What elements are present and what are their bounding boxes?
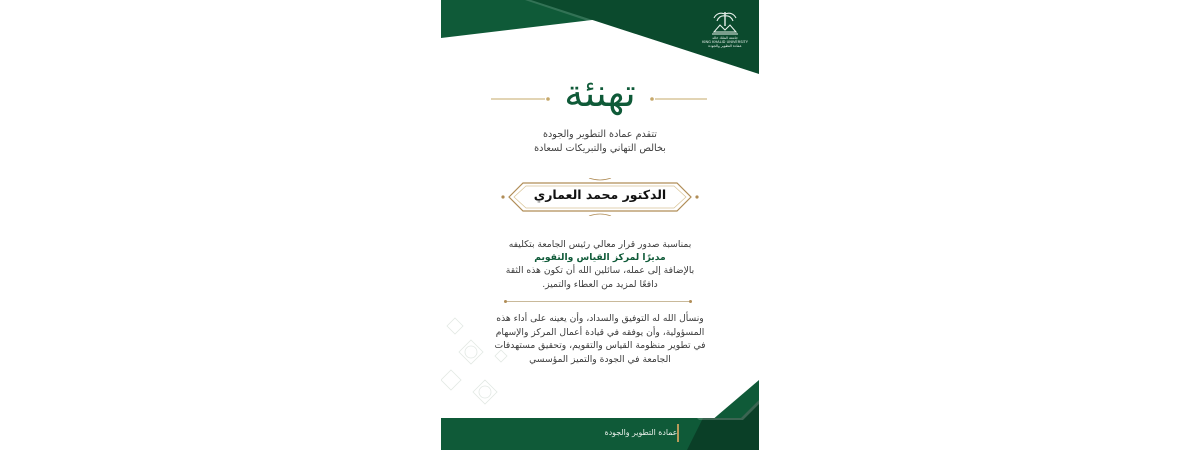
logo-english-name: KING KHALID UNIVERSITY [702,40,748,45]
logo-deanship-name: عمادة التطوير والجودة [708,44,742,49]
body-highlight-line: مديرًا لمركز القياس والتقويم [534,252,666,264]
logo-arabic-name: جامعة الملك خالد [712,36,738,40]
honoree-name: الدكتور محمد العماري [533,187,667,202]
closing-line: في تطوير منظومة القياس والتقويم، وتحقيق مستهدفات [494,340,706,352]
closing-line: ونسأل الله له التوفيق والسداد، وأن يعينه على أداء هذه [496,313,704,324]
body-line: بمناسبة صدور قرار معالي رئيس الجامعة بتكليفه [508,239,692,250]
card-title: تهنئة [564,71,636,115]
congratulation-card [441,0,759,450]
closing-line: الجامعة في الجودة والتميز المؤسسي [529,353,671,365]
closing-line: المسؤولية، وأن يوفقه في قيادة أعمال المركز والإسهام [495,326,705,338]
bottom-decoration [441,0,759,450]
footer-label: عمادة التطوير والجودة [604,428,678,437]
body-line: دافعًا لمزيد من العطاء والتميز. [542,278,658,290]
body-line: بالإضافة إلى عمله، سائلين الله أن تكون هذه الثقة [505,265,695,277]
intro-line: تتقدم عمادة التطوير والجودة [543,129,657,140]
intro-line: بخالص التهاني والتبريكات لسعادة [534,143,666,154]
